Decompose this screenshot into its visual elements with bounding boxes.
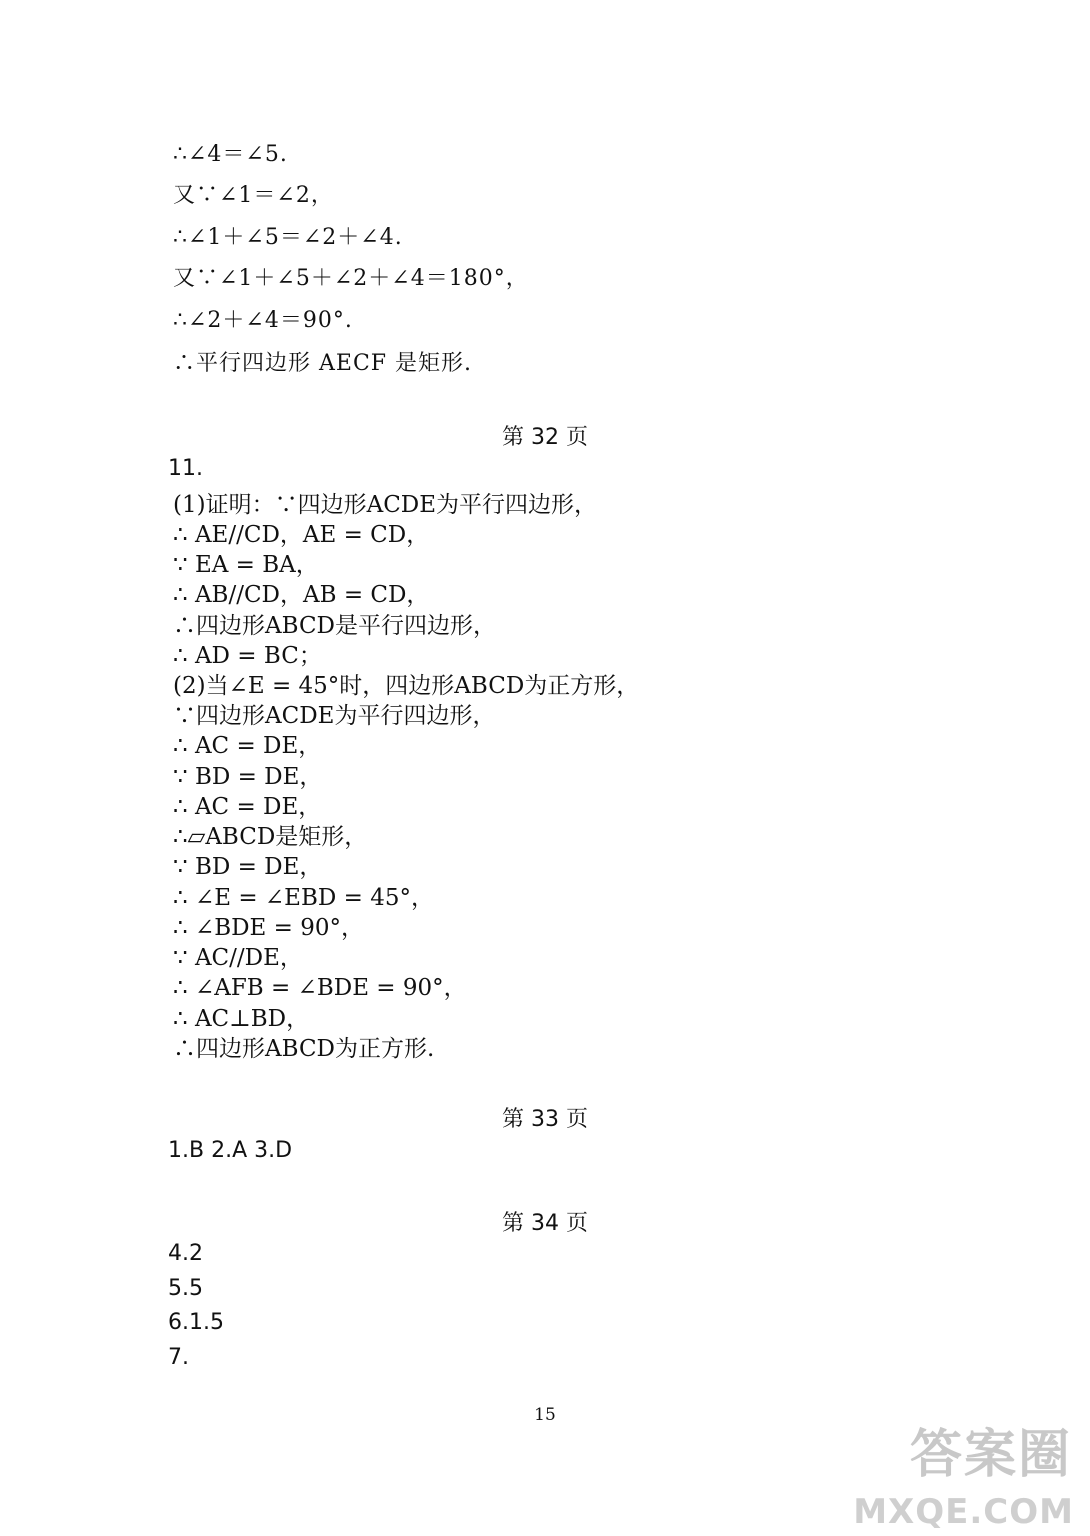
answer-line: 1.B 2.A 3.D [168, 1138, 293, 1163]
problem-number: 11. [168, 456, 203, 481]
solution-line: ∴ AB//CD，AB = CD， [173, 582, 430, 608]
solution-line: ∴四边形ABCD为正方形. [173, 1036, 435, 1062]
solution-line: ∵ AC//DE， [173, 945, 303, 971]
solution-line: ∴ ∠BDE = 90°， [173, 915, 365, 941]
solution-line: ∴四边形ABCD是平行四边形， [173, 613, 496, 639]
watermark-logo [853, 1412, 1080, 1532]
watermark-chinese: 答案圈 [909, 1425, 1072, 1485]
answer-line: 6.1.5 [168, 1310, 224, 1335]
page-number: 15 [534, 1405, 556, 1425]
answer-line: 7. [168, 1345, 189, 1370]
solution-line: ∴ AD = BC； [173, 643, 322, 669]
solution-line: (1)证明：∵四边形ACDE为平行四边形， [173, 492, 598, 518]
solution-line: ∴ ∠AFB = ∠BDE = 90°， [173, 975, 467, 1001]
solution-line: ∴ AC = DE， [173, 733, 322, 759]
solution-line: ∴ AC⊥BD， [173, 1006, 310, 1032]
proof-line: ∴∠4＝∠5. [173, 142, 288, 167]
solution-line: ∵四边形ACDE为平行四边形， [173, 703, 496, 729]
solution-line: ∵ BD = DE， [173, 764, 323, 790]
watermark-domain: MXQE.COM [853, 1492, 1074, 1532]
answer-line: 5.5 [168, 1276, 203, 1301]
proof-line: ∴∠2＋∠4＝90°. [173, 308, 353, 333]
section-heading: 第 33 页 [502, 1107, 588, 1132]
solution-line: ∵ BD = DE， [173, 854, 323, 880]
solution-line: (2)当∠E = 45°时，四边形ABCD为正方形， [173, 673, 640, 699]
proof-line: 又∵∠1＝∠2， [173, 183, 334, 208]
solution-line: ∴ AE//CD，AE = CD， [173, 522, 430, 548]
solution-line: ∴▱ABCD是矩形， [173, 824, 368, 850]
solution-line: ∴ AC = DE， [173, 794, 322, 820]
section-heading: 第 34 页 [502, 1211, 588, 1236]
answer-line: 4.2 [168, 1241, 203, 1266]
proof-line: ∴平行四边形 AECF 是矩形. [173, 351, 473, 376]
proof-line: 又∵∠1＋∠5＋∠2＋∠4＝180°， [173, 266, 529, 291]
section-heading: 第 32 页 [502, 425, 588, 450]
solution-line: ∵ EA = BA， [173, 552, 319, 578]
solution-line: ∴ ∠E = ∠EBD = 45°， [173, 885, 434, 911]
proof-line: ∴∠1＋∠5＝∠2＋∠4. [173, 225, 403, 250]
